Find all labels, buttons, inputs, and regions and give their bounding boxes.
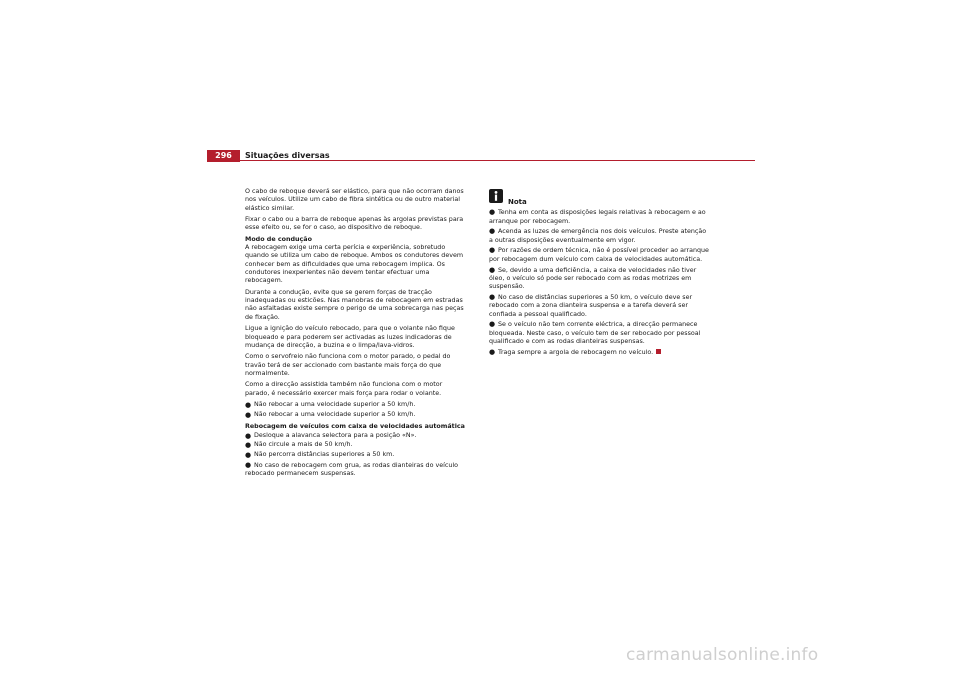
list-item: ● Se o veículo não tem corrente eléctrica, a direcção permanece bloqueada. Neste caso, o veículo tem de ser rebocado por pessoal qualificado e com as rodas dianteiras suspensas. <box>489 320 701 345</box>
section-title: Situações diversas <box>245 151 330 160</box>
paragraph: Durante a condução, evite que se gerem forças de tracção inadequadas ou esticões. Nas manobras de rebocagem em estradas não asfaltadas existe sempre o perigo de uma sobrecarga nas peças de fixação. <box>245 288 464 321</box>
list-item: ● Acenda as luzes de emergência nos dois veículos. Preste atenção a outras disposições eventualmente em vigor. <box>489 227 707 244</box>
bullet-icon: ● <box>245 451 252 460</box>
bullet-icon: ● <box>245 401 252 410</box>
paragraph: A rebocagem exige uma certa perícia e experiência, sobretudo quando se utiliza um cabo de reboque. Ambos os condutores devem conhecer bem as dificuldades que uma rebocagem implica. Os condutores inexperientes não devem tentar efectuar uma rebocagem. <box>245 244 464 285</box>
bullet-icon: ● <box>489 208 496 217</box>
info-icon <box>489 189 503 203</box>
paragraph: O cabo de reboque deverá ser elástico, para que não ocorram danos nos veículos. Utilize um cabo de fibra sintética ou de outro material elástico similar. <box>245 188 464 212</box>
paragraph: Fixar o cabo ou a barra de reboque apenas às argolas previstas para esse efeito ou, se for o caso, ao dispositivo de reboque. <box>245 216 464 232</box>
left-column <box>245 188 467 480</box>
right-column <box>489 194 711 359</box>
bullet-icon: ● <box>245 460 252 469</box>
list-item: ● No caso de distâncias superiores a 50 km, o veículo deve ser rebocado com a zona dianteira suspensa e a tarefa deverá ser confiada a pessoal qualificado. <box>489 292 693 318</box>
paragraph: Ligue a ignição do veículo rebocado, para que o volante não fique bloqueado e para poderem ser activadas as luzes indicadoras de mudança de direcção, a buzina e o limpa/lava-vidros. <box>245 325 455 349</box>
list-item: ● Se, devido a uma deficiência, a caixa de velocidades não tiver óleo, o veículo só pode ser rebocado com as rodas motrizes em suspensão. <box>489 265 697 291</box>
subheading: Modo de condução <box>245 235 312 243</box>
list-item: ● Tenha em conta as disposições legais relativas à rebocagem e ao arranque por rebocagem. <box>489 208 706 225</box>
bullet-icon: ● <box>245 410 252 419</box>
list-item: ● Por razões de ordem técnica, não é possível proceder ao arranque por rebocagem dum veículo com caixa de velocidades automática. <box>489 246 709 263</box>
bullet-icon: ● <box>489 246 496 255</box>
bullet-icon: ● <box>489 320 496 329</box>
page-number: 296 <box>207 150 240 162</box>
bullet-icon: ● <box>489 227 496 236</box>
watermark: carmanualsonline.info <box>626 645 819 665</box>
subheading: Rebocagem de veículos com caixa de velocidades automática <box>245 423 465 431</box>
note-label: Nota <box>508 198 527 206</box>
bullet-icon: ● <box>489 265 496 274</box>
bullet-icon: ● <box>489 292 496 301</box>
list-item: ● Não circule a mais de 50 km/h. <box>245 441 353 450</box>
paragraph: Como a direcção assistida também não funciona com o motor parado, é necessário exercer mais força para rodar o volante. <box>245 381 443 397</box>
section-end-icon <box>656 349 661 354</box>
header-rule <box>207 160 755 161</box>
note-header <box>489 194 711 206</box>
list-item: ● No caso de rebocagem com grua, as rodas dianteiras do veículo rebocado permanecem suspensas. <box>245 460 459 478</box>
list-item: ● Não rebocar a uma velocidade superior a 50 km/h. <box>245 401 416 410</box>
bullet-icon: ● <box>245 431 252 440</box>
list-item: ● Desloque a alavanca selectora para a posição «N». <box>245 431 417 440</box>
paragraph: Como o servofreio não funciona com o motor parado, o pedal do travão terá de ser accionado com bastante mais força do que normalmente. <box>245 353 451 377</box>
list-item: ● Não percorra distâncias superiores a 50 km. <box>245 451 395 460</box>
bullet-icon: ● <box>489 347 496 356</box>
list-item: ● Não rebocar a uma velocidade superior a 50 km/h. <box>245 410 416 419</box>
bullet-icon: ● <box>245 441 252 450</box>
list-item: ● Traga sempre a argola de rebocagem no veículo. <box>489 348 711 357</box>
